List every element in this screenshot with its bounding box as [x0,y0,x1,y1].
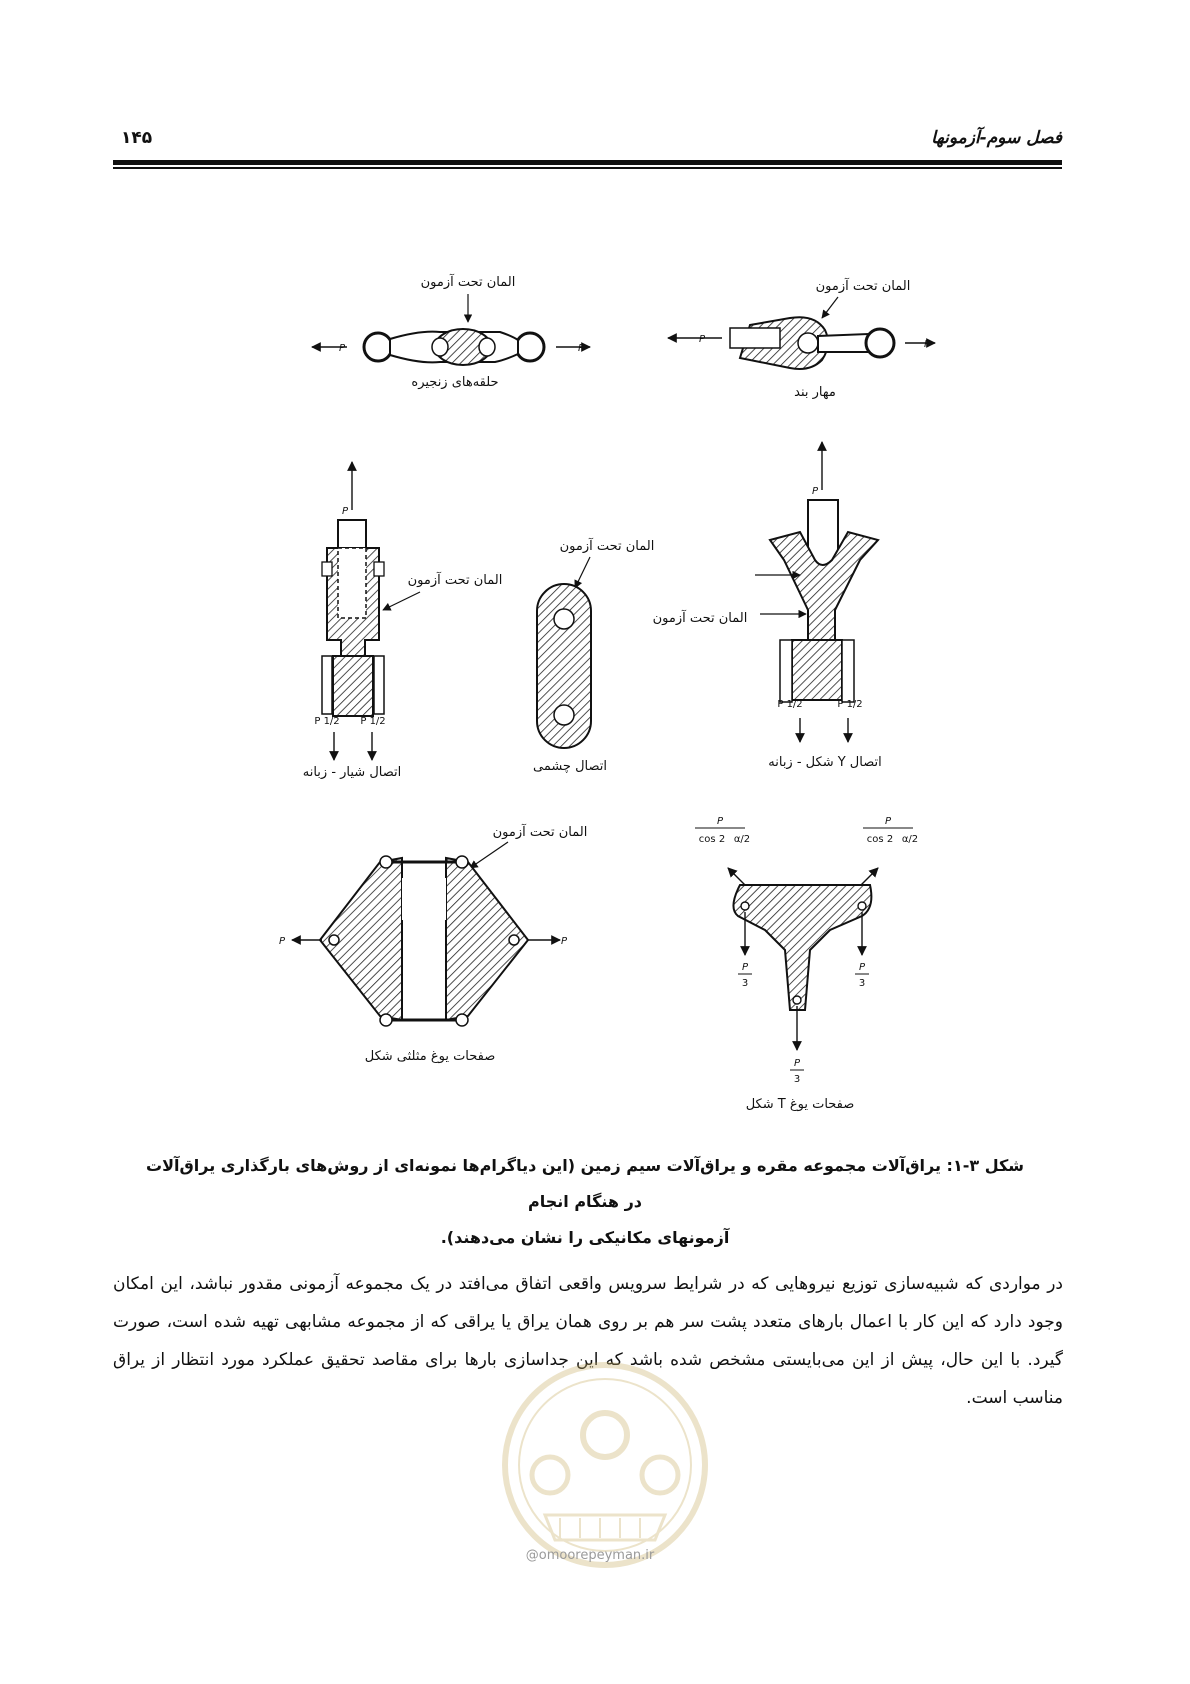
load-p-upper-left-t: P [716,816,724,827]
load-p-left-shackle: P [698,334,705,345]
load-half-p-left-y: 1/2 P [777,699,803,710]
anchor-shackle-diagram [668,277,935,400]
eye-link-diagram [533,537,654,774]
load-p-left-chain: P [338,343,345,354]
label-anchor-shackle: مهار بند [794,385,836,400]
load-half-p-right-y: 1/2 P [837,699,863,710]
load-p-right-shackle: P [923,339,930,350]
load-p-top-clevis: P [341,506,348,517]
label-element-under-test: المان تحت آزمون [559,539,655,554]
load-p-top-y: P [811,486,818,497]
figure-caption [145,1148,1025,1256]
label-eye-link: اتصال چشمی [532,759,608,774]
load-p-third-left: P [741,962,749,973]
watermark-site: @omoorepeyman.ir [525,1548,655,1563]
third-bottom: 3 [793,1074,801,1085]
load-half-p-right: 1/2 P [360,716,386,727]
triangular-yoke-diagram [279,823,587,1064]
load-p-right-tri: P [560,936,567,947]
label-triangular-yoke: صفحات یوغ مثلثی شکل [364,1049,496,1064]
load-p-upper-right-t: P [884,816,892,827]
load-p-third-bottom: P [793,1058,801,1069]
caption-line-1: شکل ۳-۱: یراق‌آلات مجموعه مقره و یراق‌آلات سیم زمین (این دیاگرام‌ها نمونه‌ای از روش‌های بارگذاری یراق‌آلات در هنگام انجام [145,1156,1025,1211]
clevis-tongue-diagram [303,462,503,780]
label-element-under-test: المان تحت آزمون [407,573,503,588]
label-t-yoke: صفحات یوغ T شکل [745,1097,855,1112]
chapter-title: فصل سوم-آزمونها [931,128,1062,148]
label-element-under-test: المان تحت آزمون [420,275,516,290]
cos-denominator-left: 2 cos [698,834,726,845]
t-yoke-diagram [695,816,918,1112]
load-p-left-tri: P [278,936,285,947]
third-right: 3 [858,978,866,989]
caption-line-2: آزمونهای مکانیکی را نشان می‌دهند). [440,1228,730,1247]
alpha-fraction-left: α/2 [733,834,751,845]
label-y-clevis-tongue: اتصال Y شکل - زبانه [768,755,882,770]
y-clevis-tongue-diagram [653,442,882,770]
load-p-right-chain: P [577,343,584,354]
third-left: 3 [741,978,749,989]
label-chain-links: حلقه‌های زنجیره [411,375,499,390]
watermark-seal [490,1340,720,1580]
page-number: ۱۴۵ [121,128,153,148]
label-element-under-test: المان تحت آزمون [652,611,748,626]
chain-links-diagram [312,273,590,390]
load-p-third-right: P [858,962,866,973]
label-clevis-tongue: اتصال شیار - زبانه [302,765,402,780]
label-element-under-test: المان تحت آزمون [815,279,911,294]
label-element-under-test: المان تحت آزمون [492,825,588,840]
cos-denominator-right: 2 cos [866,834,894,845]
load-half-p-left: 1/2 P [314,716,340,727]
body-paragraph: در مواردی که شبیه‌سازی توزیع نیروهایی که در شرایط سرویس واقعی اتفاق می‌افتد در یک مجموعه آزمونی مقدور نباشد، این امکان وجود دارد که این کار با اعمال بارهای متعدد پشت سر هم بر روی همان یراق یا یراقی که از مجموعه مشابهی تهیه شده است، صورت گیرد. با این حال، پیش از این می‌بایستی مشخص شده باشد که این جداسازی بارها برای مقاصد تحقیق عملکرد مورد انتظار از یراق مناسب است. [113,1274,1063,1408]
alpha-fraction-right: α/2 [901,834,919,845]
